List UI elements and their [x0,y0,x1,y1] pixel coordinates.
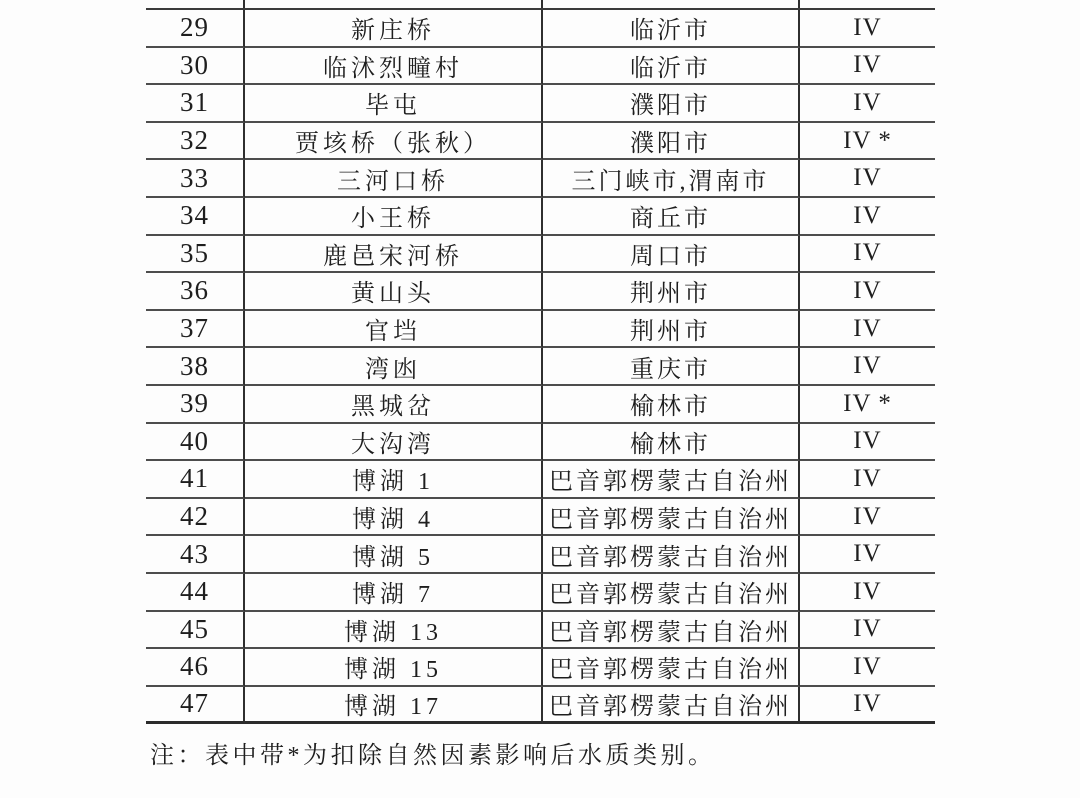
city-cell: 巴音郭楞蒙古自治州 [543,612,800,650]
city-cell: 巴音郭楞蒙古自治州 [543,687,800,725]
grade-cell: IV [800,536,935,574]
water-quality-table [146,8,935,724]
site-name-cell: 黄山头 [245,273,543,311]
row-number-cell: 32 [146,123,245,161]
site-name-cell: 博湖 17 [245,687,543,725]
city-cell: 荆州市 [543,311,800,349]
grade-cell: IV [800,311,935,349]
row-number-cell: 35 [146,236,245,274]
city-cell: 巴音郭楞蒙古自治州 [543,574,800,612]
row-number-cell: 33 [146,160,245,198]
site-name-cell: 贾垓桥（张秋） [245,123,543,161]
city-cell: 周口市 [543,236,800,274]
row-number-cell: 31 [146,85,245,123]
row-number-cell: 39 [146,386,245,424]
city-cell: 巴音郭楞蒙古自治州 [543,461,800,499]
row-number-cell: 47 [146,687,245,725]
row-number-cell: 36 [146,273,245,311]
grade-cell: IV * [800,123,935,161]
city-cell: 榆林市 [543,424,800,462]
row-number-cell: 44 [146,574,245,612]
city-cell: 商丘市 [543,198,800,236]
city-cell: 巴音郭楞蒙古自治州 [543,536,800,574]
table-footnote: 注：表中带*为扣除自然因素影响后水质类别。 [150,743,716,769]
site-name-cell: 博湖 13 [245,612,543,650]
row-number-cell: 38 [146,348,245,386]
site-name-cell: 博湖 15 [245,649,543,687]
row-number-cell: 37 [146,311,245,349]
grade-cell: IV [800,160,935,198]
site-name-cell: 官垱 [245,311,543,349]
site-name-cell: 临沭烈疃村 [245,48,543,86]
site-name-cell: 博湖 7 [245,574,543,612]
site-name-cell: 黑城岔 [245,386,543,424]
site-name-cell: 博湖 4 [245,499,543,537]
grade-cell: IV [800,273,935,311]
city-cell: 濮阳市 [543,123,800,161]
city-cell: 荆州市 [543,273,800,311]
row-number-cell: 40 [146,424,245,462]
grade-cell: IV [800,612,935,650]
grade-cell: IV [800,499,935,537]
city-cell: 巴音郭楞蒙古自治州 [543,499,800,537]
row-number-cell: 34 [146,198,245,236]
row-number-cell: 30 [146,48,245,86]
city-cell: 榆林市 [543,386,800,424]
grade-cell: IV [800,348,935,386]
grade-cell: IV [800,461,935,499]
city-cell: 临沂市 [543,10,800,48]
city-cell: 重庆市 [543,348,800,386]
row-number-cell: 41 [146,461,245,499]
row-number-cell: 43 [146,536,245,574]
grade-cell: IV [800,10,935,48]
site-name-cell: 鹿邑宋河桥 [245,236,543,274]
row-number-cell: 29 [146,10,245,48]
grade-cell: IV [800,649,935,687]
grade-cell: IV [800,85,935,123]
grade-cell: IV [800,48,935,86]
grade-cell: IV [800,198,935,236]
grade-cell: IV * [800,386,935,424]
site-name-cell: 毕屯 [245,85,543,123]
grade-cell: IV [800,424,935,462]
site-name-cell: 博湖 5 [245,536,543,574]
row-number-cell: 46 [146,649,245,687]
site-name-cell: 新庄桥 [245,10,543,48]
row-number-cell: 45 [146,612,245,650]
city-cell: 三门峡市,渭南市 [543,160,800,198]
site-name-cell: 博湖 1 [245,461,543,499]
grade-cell: IV [800,574,935,612]
city-cell: 巴音郭楞蒙古自治州 [543,649,800,687]
city-cell: 临沂市 [543,48,800,86]
site-name-cell: 小王桥 [245,198,543,236]
site-name-cell: 三河口桥 [245,160,543,198]
site-name-cell: 大沟湾 [245,424,543,462]
city-cell: 濮阳市 [543,85,800,123]
site-name-cell: 湾凼 [245,348,543,386]
grade-cell: IV [800,687,935,725]
row-number-cell: 42 [146,499,245,537]
grade-cell: IV [800,236,935,274]
